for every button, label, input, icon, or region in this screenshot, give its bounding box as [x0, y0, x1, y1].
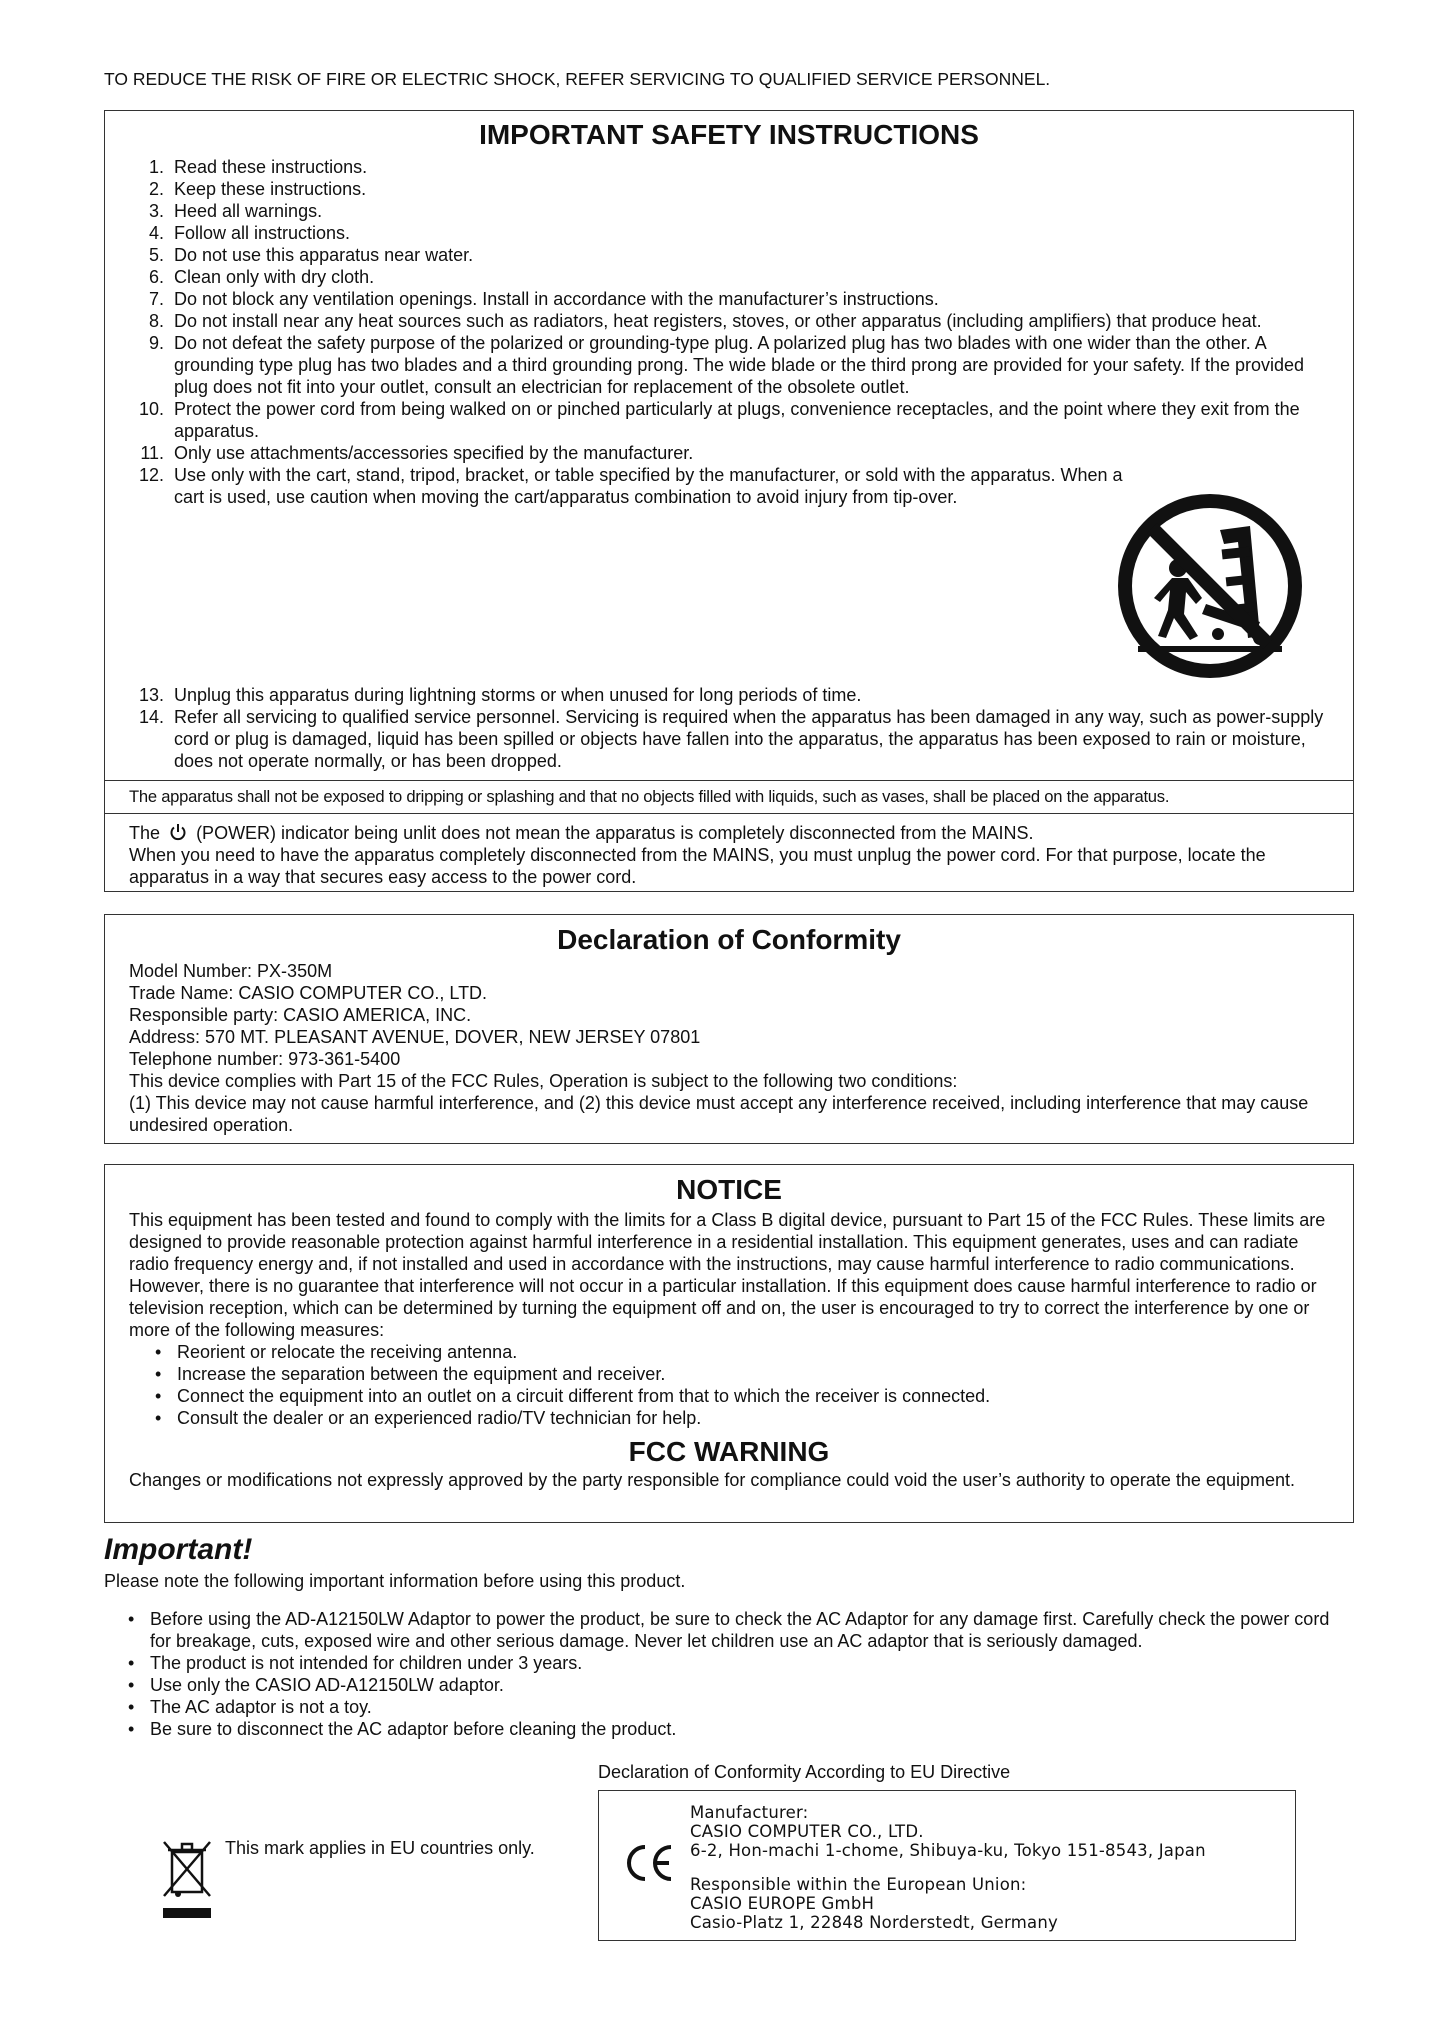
bullet-item [155, 1341, 1329, 1363]
bullet-text: Consult the dealer or an experienced radio/TV technician for help. [177, 1408, 702, 1428]
bullet-text: Connect the equipment into an outlet on a circuit different from that to which the receiver is connected. [177, 1386, 991, 1406]
safety-item-number: 14. [138, 707, 164, 727]
conformity-title: Declaration of Conformity [557, 924, 901, 955]
conformity-conditions: (1) This device may not cause harmful interference, and (2) this device must accept any interference received, including interference that may cause undesired operation. [129, 1093, 1309, 1135]
bullet-item [128, 1696, 1354, 1718]
safety-item-text: Protect the power cord from being walked on or pinched particularly at plugs, convenience receptacles, and the point where they exit from the apparatus. [174, 399, 1300, 441]
safety-item-number: 5. [148, 245, 164, 265]
safety-item-number: 7. [148, 289, 164, 309]
bullet-dot-icon: • [155, 1386, 162, 1406]
safety-item-text: Do not block any ventilation openings. Install in accordance with the manufacturer’s instructions. [174, 289, 939, 309]
bullet-dot-icon: • [155, 1342, 162, 1362]
bullet-dot-icon: • [128, 1697, 135, 1717]
safety-item [129, 200, 1333, 222]
bullet-dot-icon: • [128, 1609, 135, 1629]
eu-declaration-box [598, 1790, 1296, 1941]
safety-item-text: Use only with the cart, stand, tripod, bracket, or table specified by the manufacturer, or sold with the apparatus. When a cart is used, use caution when moving the cart/apparatus combination to avoid injury from tip-over. [174, 465, 1123, 507]
safety-item [129, 222, 1333, 244]
safety-item-text: Do not use this apparatus near water. [174, 245, 474, 265]
notice-title: NOTICE [676, 1174, 782, 1205]
safety-item-text: Do not defeat the safety purpose of the polarized or grounding-type plug. A polarized plug has two blades with one wider than the other. A grounding type plug has two blades and a third grounding prong. The wide blade or the third prong are provided for your safety. If the provided plug does not fit into your outlet, consult an electrician for replacement of the obsolete outlet. [174, 333, 1305, 397]
safety-title: IMPORTANT SAFETY INSTRUCTIONS [479, 119, 979, 150]
safety-item-number: 2. [148, 179, 164, 199]
top-warning: TO REDUCE THE RISK OF FIRE OR ELECTRIC SHOCK, REFER SERVICING TO QUALIFIED SERVICE PERSONNEL. [104, 69, 1051, 89]
safety-item-number: 8. [148, 311, 164, 331]
bullet-text: Be sure to disconnect the AC adaptor before cleaning the product. [150, 1719, 677, 1739]
bullet-item [128, 1718, 1354, 1740]
safety-item [129, 310, 1333, 332]
manufacturer-lines [690, 1803, 1206, 1860]
safety-item [129, 464, 1134, 508]
safety-item-text: Unplug this apparatus during lightning storms or when unused for long periods of time. [174, 685, 862, 705]
responsible-line: Responsible within the European Union: [690, 1875, 1027, 1894]
responsible-line: CASIO EUROPE GmbH [690, 1894, 875, 1913]
bullet-dot-icon: • [128, 1719, 135, 1739]
bullet-text: The AC adaptor is not a toy. [150, 1697, 372, 1717]
safety-item [129, 244, 1333, 266]
bullet-item [155, 1363, 1329, 1385]
safety-item [129, 266, 1333, 288]
conformity-lines [129, 960, 1329, 1092]
safety-item-number: 9. [148, 333, 164, 353]
notice-body: This equipment has been tested and found to comply with the limits for a Class B digital device, pursuant to Part 15 of the FCC Rules. These limits are designed to provide reasonable protection against harmful interference in a residential installation. This equipment generates, uses and can radiate radio frequency energy and, if not installed and used in accordance with the instructions, may cause harmful interference to radio communications. However, there is no guarantee that interference will not occur in a particular installation. If this equipment does cause harmful interference to radio or television reception, which can be determined by turning the equipment off and on, the user is encouraged to try to correct the interference by one or more of the following measures: [129, 1210, 1326, 1340]
safety-list-b [105, 684, 1353, 772]
safety-item-text: Only use attachments/accessories specified by the manufacturer. [174, 443, 694, 463]
manufacturer-line: Manufacturer: [690, 1803, 809, 1822]
conformity-line: Telephone number: 973-361-5400 [129, 1049, 401, 1069]
bullet-item [155, 1385, 1329, 1407]
safety-item-number: 4. [148, 223, 164, 243]
important-title: Important! [104, 1533, 253, 1566]
bullet-text: Use only the CASIO AD-A12150LW adaptor. [150, 1675, 504, 1695]
notice-bullets [129, 1341, 1329, 1429]
notice-box [104, 1164, 1354, 1523]
manufacturer-line: CASIO COMPUTER CO., LTD. [690, 1822, 924, 1841]
safety-instructions-box [104, 110, 1354, 892]
cart-tip-over-warning-icon [1110, 486, 1310, 686]
responsible-line: Casio-Platz 1, 22848 Norderstedt, Germany [690, 1913, 1058, 1932]
bullet-text: The product is not intended for children under 3 years. [150, 1653, 583, 1673]
safety-item-text: Follow all instructions. [174, 223, 351, 243]
bullet-dot-icon: • [128, 1653, 135, 1673]
eu-heading: Declaration of Conformity According to EU Directive [598, 1762, 1011, 1782]
conformity-line: Model Number: PX-350M [129, 961, 333, 981]
safety-item-number: 3. [148, 201, 164, 221]
power-note [129, 822, 1329, 844]
bullet-item [128, 1674, 1354, 1696]
important-intro: Please note the following important information before using this product. [104, 1571, 686, 1591]
bullet-dot-icon: • [155, 1408, 162, 1428]
bullet-dot-icon: • [155, 1364, 162, 1384]
bullet-text: Reorient or relocate the receiving antenna. [177, 1342, 518, 1362]
safety-item-text: Clean only with dry cloth. [174, 267, 375, 287]
safety-item [129, 442, 1333, 464]
conformity-line: Responsible party: CASIO AMERICA, INC. [129, 1005, 472, 1025]
safety-item [129, 706, 1333, 772]
ce-mark-icon [621, 1843, 677, 1883]
safety-item-number: 6. [148, 267, 164, 287]
safety-item [129, 684, 1333, 706]
conformity-line: This device complies with Part 15 of the FCC Rules, Operation is subject to the following two conditions: [129, 1071, 958, 1091]
important-bullets [128, 1608, 1354, 1740]
safety-item-number: 12. [138, 465, 164, 485]
fcc-warning-title: FCC WARNING [628, 1436, 830, 1467]
safety-item [129, 288, 1333, 310]
safety-item-number: 1. [148, 157, 164, 177]
bullet-dot-icon: • [128, 1675, 135, 1695]
bullet-item [128, 1652, 1354, 1674]
safety-item [129, 332, 1333, 398]
safety-list-a [105, 156, 1353, 464]
safety-item-number: 13. [138, 685, 164, 705]
power-note-2: When you need to have the apparatus completely disconnected from the MAINS, you must unplug the power cord. For that purpose, locate the apparatus in a way that secures easy access to the power cord. [129, 845, 1266, 887]
safety-item-text: Read these instructions. [174, 157, 368, 177]
power-note-prefix: The [129, 823, 161, 843]
responsible-lines [690, 1875, 1058, 1932]
power-icon [169, 823, 187, 841]
safety-item [129, 398, 1333, 442]
safety-item-text: Keep these instructions. [174, 179, 367, 199]
conformity-line: Trade Name: CASIO COMPUTER CO., LTD. [129, 983, 488, 1003]
safety-item-text: Do not install near any heat sources such as radiators, heat registers, stoves, or other apparatus (including amplifiers) that produce heat. [174, 311, 1262, 331]
bullet-text: Increase the separation between the equipment and receiver. [177, 1364, 666, 1384]
safety-item-number: 11. [140, 443, 164, 463]
safety-item [129, 156, 1333, 178]
safety-item-number: 10. [138, 399, 164, 419]
conformity-box [104, 914, 1354, 1144]
dripping-note: The apparatus shall not be exposed to dripping or splashing and that no objects filled with liquids, such as vases, shall be placed on the apparatus. [129, 787, 1170, 806]
safety-item-text: Heed all warnings. [174, 201, 323, 221]
safety-item [129, 178, 1333, 200]
safety-item-text: Refer all servicing to qualified service personnel. Servicing is required when the apparatus has been damaged in any way, such as power-supply cord or plug is damaged, liquid has been spilled or objects have fallen into the apparatus, the apparatus has been exposed to rain or moisture, does not operate normally, or has been dropped. [174, 707, 1324, 771]
weee-text: This mark applies in EU countries only. [225, 1838, 535, 1858]
power-note-text: (POWER) indicator being unlit does not mean the apparatus is completely disconnected from the MAINS. [196, 823, 1034, 843]
conformity-line: Address: 570 MT. PLEASANT AVENUE, DOVER, NEW JERSEY 07801 [129, 1027, 701, 1047]
weee-bin-icon [160, 1838, 214, 1920]
safety-item-12-row [105, 464, 1353, 684]
bullet-item [155, 1407, 1329, 1429]
fcc-warning-text: Changes or modifications not expressly approved by the party responsible for compliance could void the user’s authority to operate the equipment. [129, 1470, 1296, 1490]
bullet-text: Before using the AD-A12150LW Adaptor to power the product, be sure to check the AC Adaptor for any damage first. Carefully check the power cord for breakage, cuts, exposed wire and other serious damage. Never let children use an AC adaptor that is seriously damaged. [150, 1609, 1330, 1651]
manufacturer-line: 6-2, Hon-machi 1-chome, Shibuya-ku, Tokyo 151-8543, Japan [690, 1841, 1206, 1860]
bullet-item [128, 1608, 1354, 1652]
